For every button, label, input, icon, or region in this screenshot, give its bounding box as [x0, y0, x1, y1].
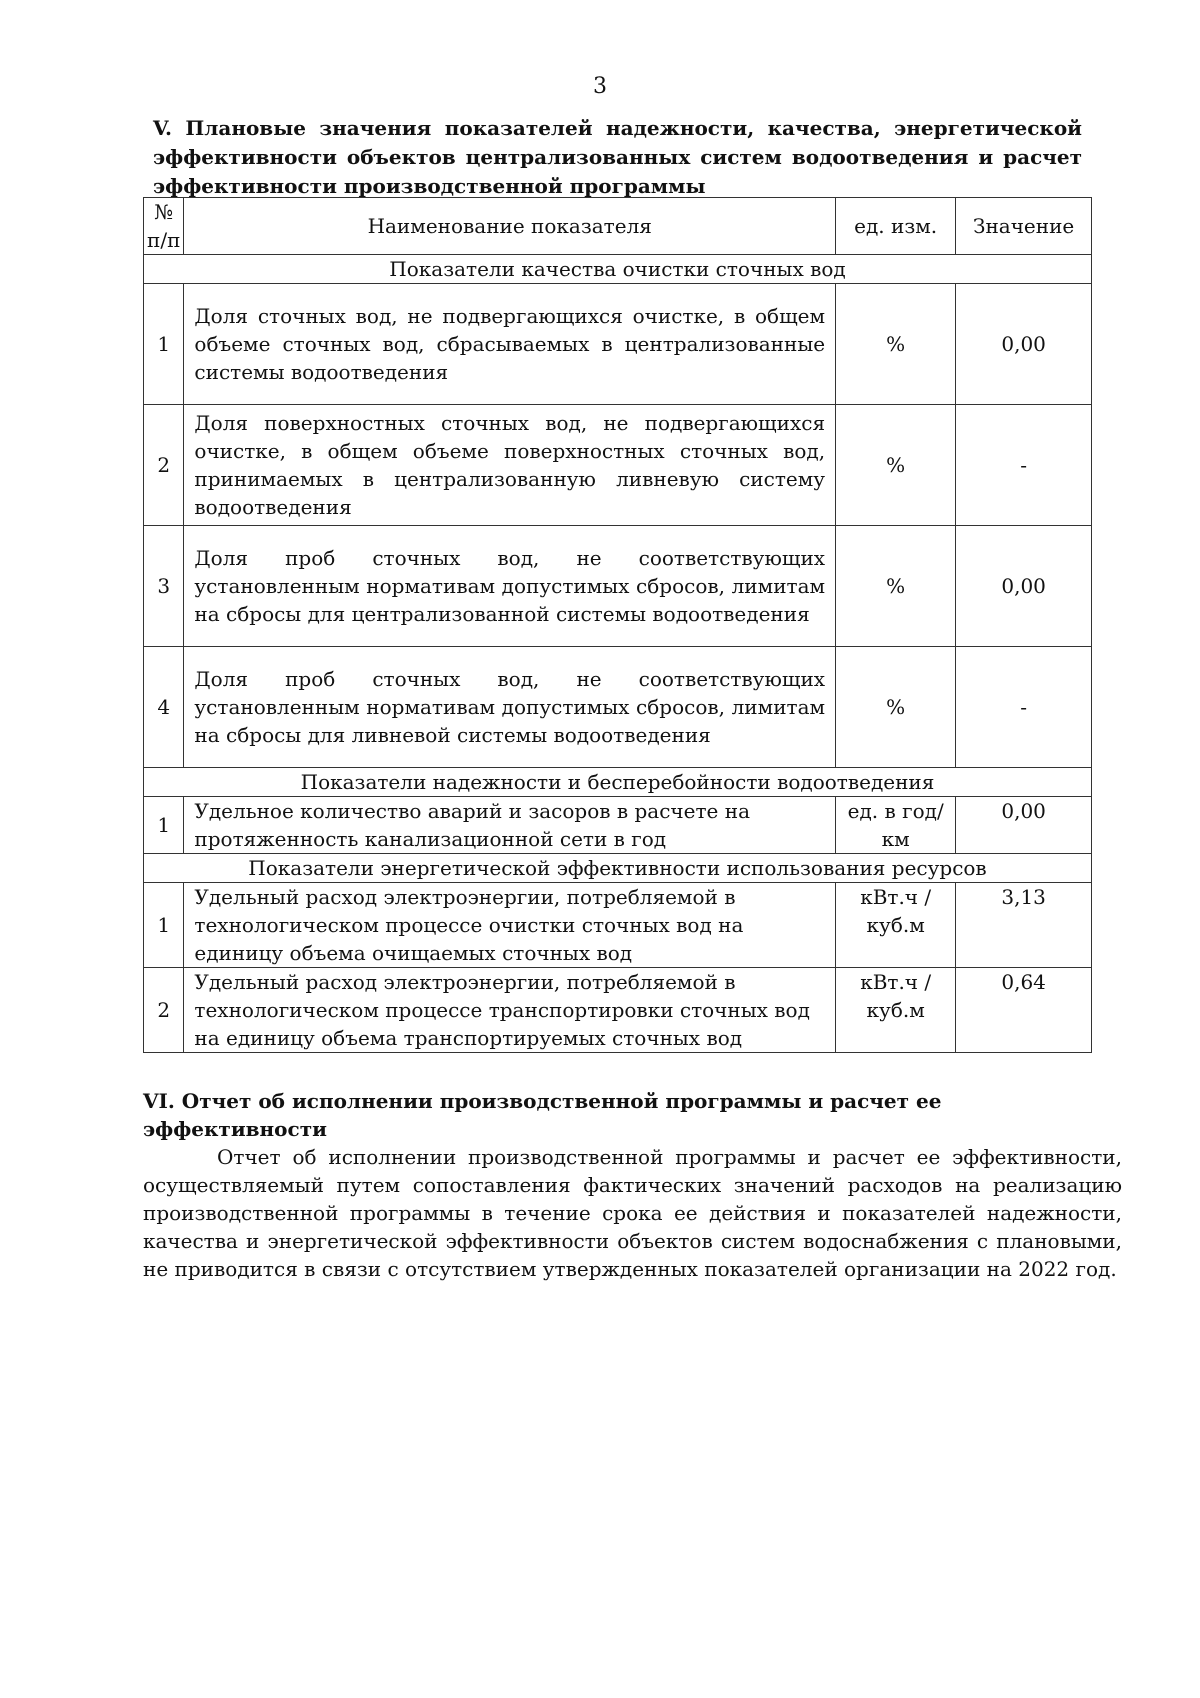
row-unit: % [836, 647, 956, 768]
group-row-quality [144, 255, 1092, 284]
header-value: Значение [956, 198, 1092, 255]
row-value: 0,00 [956, 797, 1092, 854]
row-value: - [956, 647, 1092, 768]
row-name: Доля проб сточных вод, не соответствующих установленным нормативам допустимых сбросов, лимитам на сбросы для ливневой системы водоотведения [184, 647, 836, 768]
header-name: Наименование показателя [184, 198, 836, 255]
row-value: 0,00 [956, 284, 1092, 405]
table-row [144, 797, 1092, 854]
row-name: Доля сточных вод, не подвергающихся очистке, в общем объеме сточных вод, сбрасываемых в централизованные системы водоотведения [184, 284, 836, 405]
indicators-table [143, 197, 1092, 1053]
row-unit: ед. в год/ км [836, 797, 956, 854]
table-row [144, 284, 1092, 405]
row-num: 1 [144, 883, 184, 968]
table-row [144, 405, 1092, 526]
header-unit: ед. изм. [836, 198, 956, 255]
row-num: 3 [144, 526, 184, 647]
row-unit: % [836, 284, 956, 405]
row-name: Удельное количество аварий и засоров в расчете на протяженность канализационной сети в год [184, 797, 836, 854]
group-row-energy [144, 854, 1092, 883]
group-row-reliability [144, 768, 1092, 797]
row-unit: % [836, 405, 956, 526]
group-title: Показатели качества очистки сточных вод [144, 255, 1092, 284]
section-v-heading: V. Плановые значения показателей надежности, качества, энергетической эффективности объектов централизованных систем водоотведения и расчет эффективности производственной программы [153, 116, 1082, 198]
report-paragraph: Отчет об исполнении производственной программы и расчет ее эффективности, осуществляемый путем сопоставления фактических значений расходов на реализацию производственной программы в течение срока ее действия и показателей надежности, качества и энергетической эффективности объектов систем водоснабжения с плановыми, не приводится в связи с отсутствием утвержденных показателей организации на 2022 год. [143, 1145, 1122, 1281]
table-row [144, 883, 1092, 968]
group-title: Показатели энергетической эффективности использования ресурсов [144, 854, 1092, 883]
section-vi-heading: VI. Отчет об исполнении производственной программы и расчет ее эффективности [143, 1089, 942, 1141]
row-value: 0,00 [956, 526, 1092, 647]
row-value: - [956, 405, 1092, 526]
row-name: Доля проб сточных вод, не соответствующих установленным нормативам допустимых сбросов, лимитам на сбросы для централизованной системы водоотведения [184, 526, 836, 647]
row-num: 2 [144, 968, 184, 1053]
row-num: 2 [144, 405, 184, 526]
row-name: Доля поверхностных сточных вод, не подвергающихся очистке, в общем объеме поверхностных сточных вод, принимаемых в централизованную ливневую систему водоотведения [184, 405, 836, 526]
page-number: 3 [593, 74, 607, 99]
table-row [144, 526, 1092, 647]
row-num: 1 [144, 284, 184, 405]
row-unit: кВт.ч / куб.м [836, 883, 956, 968]
group-title: Показатели надежности и бесперебойности водоотведения [144, 768, 1092, 797]
row-unit: % [836, 526, 956, 647]
row-name: Удельный расход электроэнергии, потребляемой в технологическом процессе транспортировки сточных вод на единицу объема транспортируемых сточных вод [184, 968, 836, 1053]
row-num: 4 [144, 647, 184, 768]
table-header-row [144, 198, 1092, 255]
row-name: Удельный расход электроэнергии, потребляемой в технологическом процессе очистки сточных вод на единицу объема очищаемых сточных вод [184, 883, 836, 968]
table-row [144, 647, 1092, 768]
row-value: 0,64 [956, 968, 1092, 1053]
row-num: 1 [144, 797, 184, 854]
row-unit: кВт.ч / куб.м [836, 968, 956, 1053]
row-value: 3,13 [956, 883, 1092, 968]
header-num: № п/п [144, 198, 184, 255]
table-row [144, 968, 1092, 1053]
